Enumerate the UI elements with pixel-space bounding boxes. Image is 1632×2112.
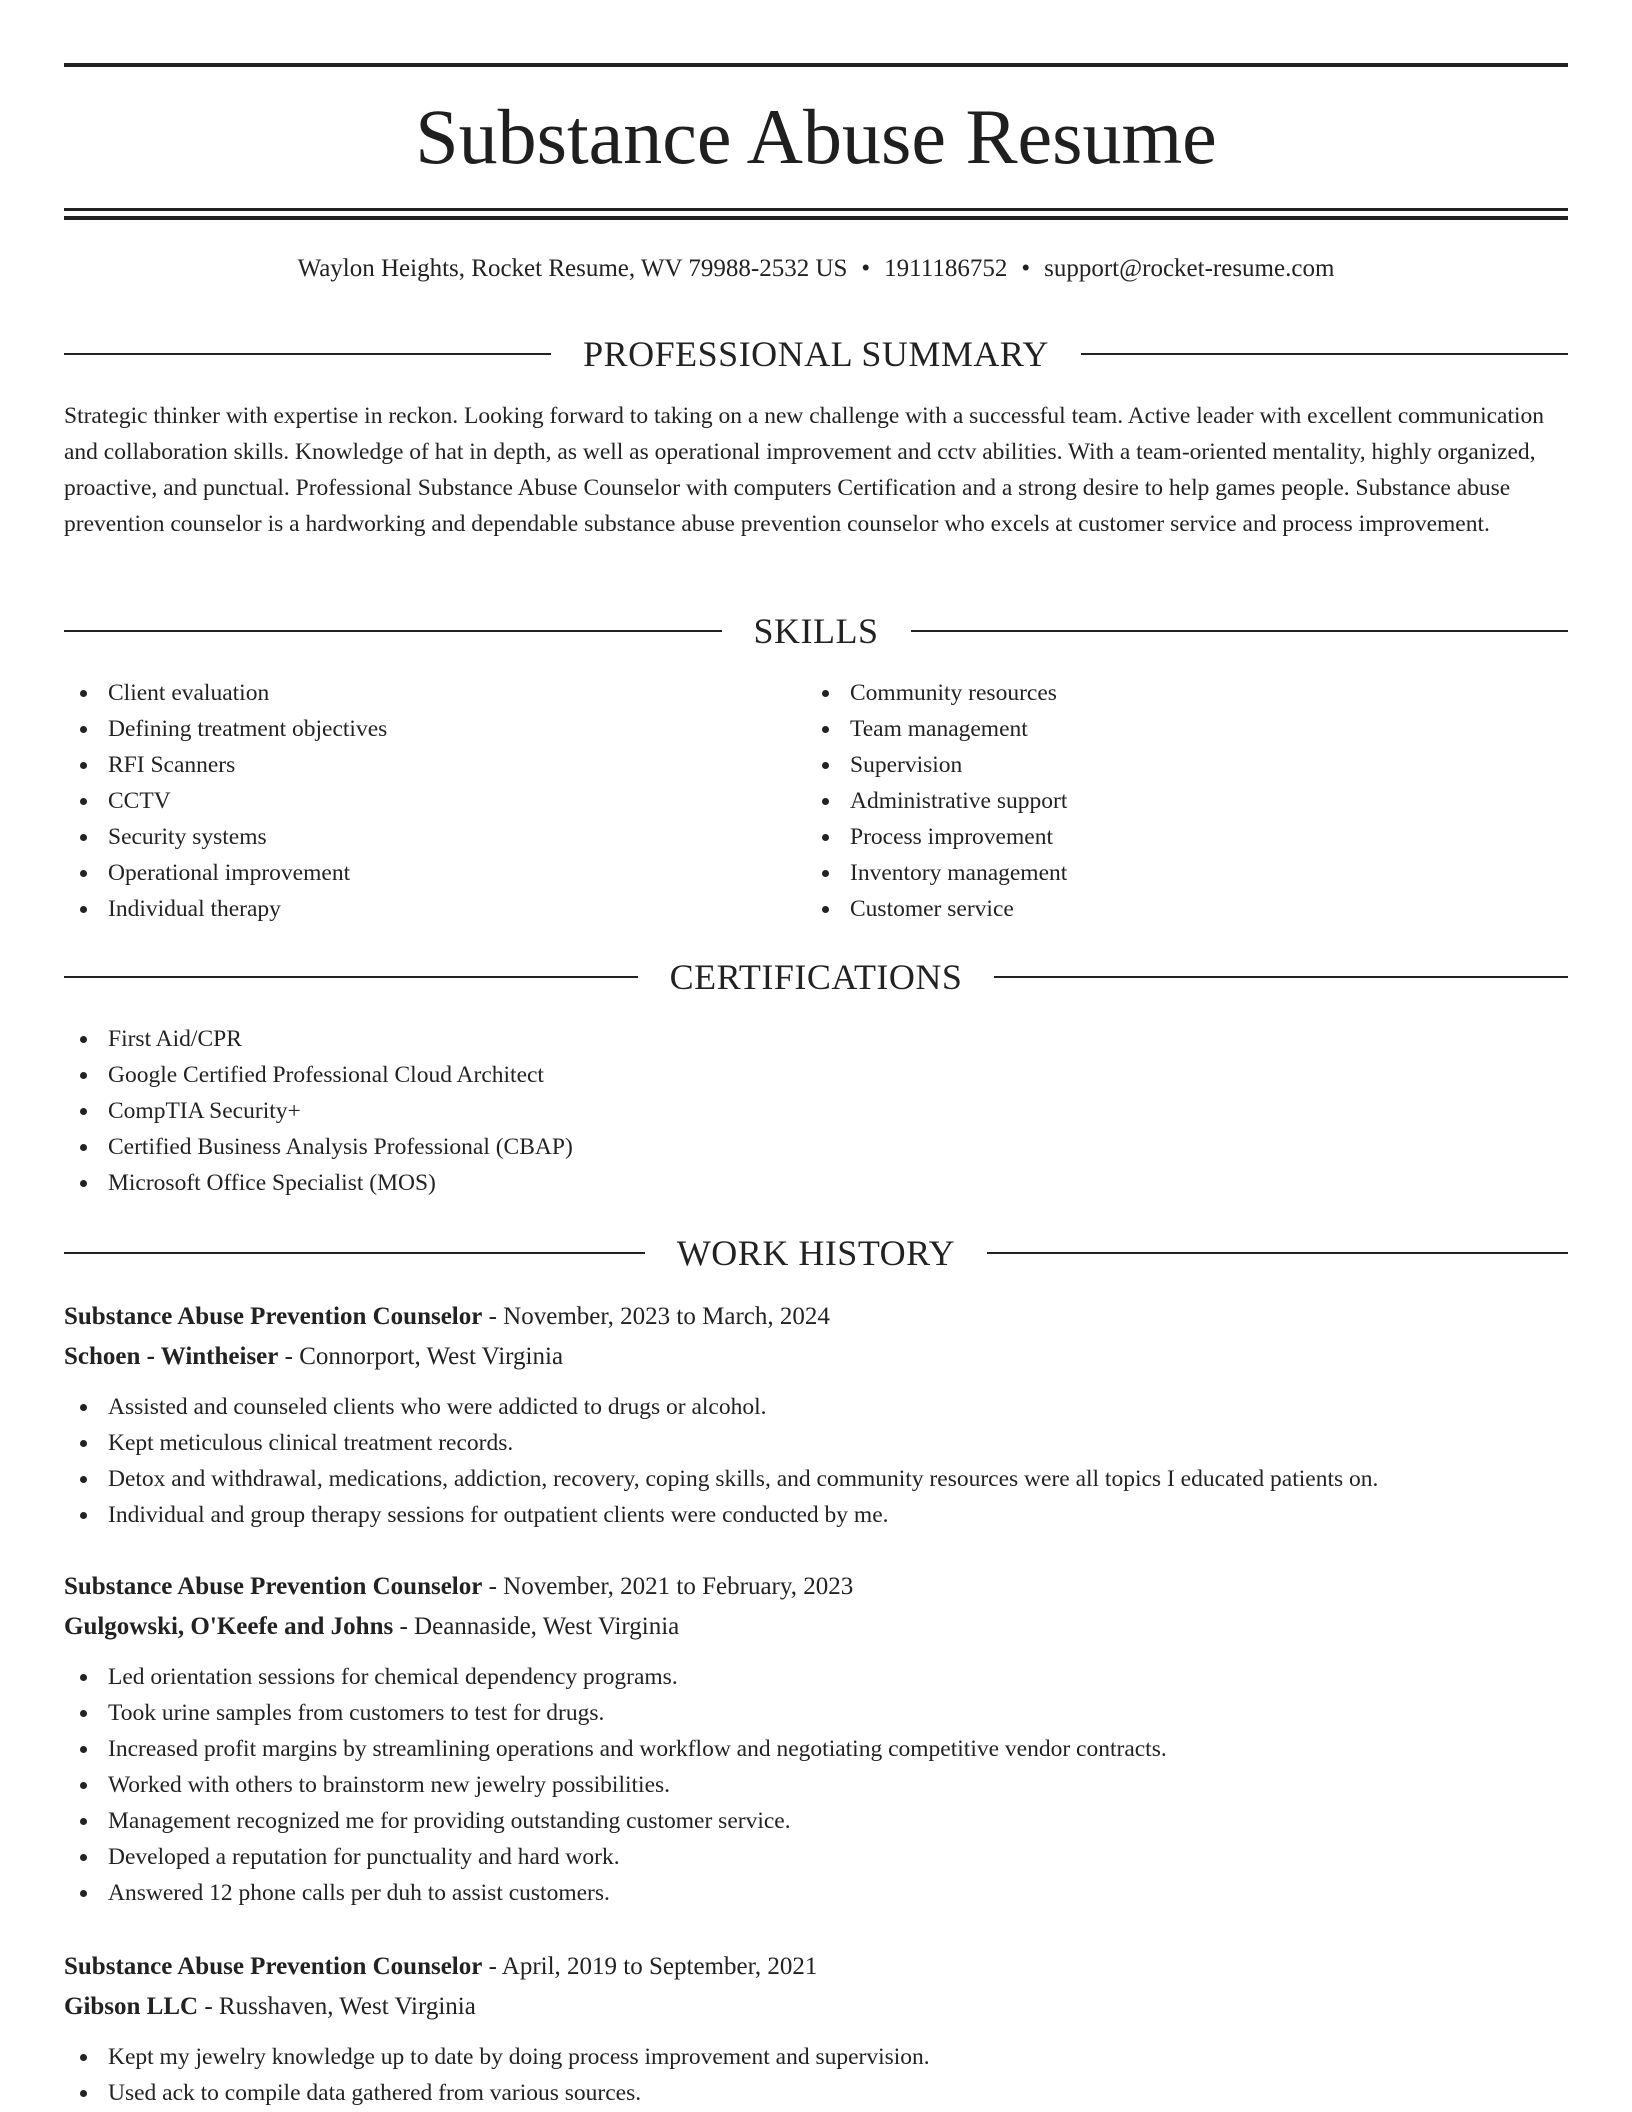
job-location: - Russhaven, West Virginia (198, 1993, 476, 2020)
job-bullet: Individual and group therapy sessions for outpatient clients were conducted by me. (64, 1497, 1568, 1533)
contact-address: Waylon Heights, Rocket Resume, WV 79988-2532 US (297, 255, 848, 282)
skill-item: RFI Scanners (64, 747, 804, 783)
job-bullet: Detox and withdrawal, medications, addiction, recovery, coping skills, and community resources were all topics I educated patients on. (64, 1461, 1568, 1497)
job-title: Substance Abuse Prevention Counselor (64, 1953, 483, 1980)
section-rule-right (994, 976, 1568, 978)
job-employer-line (64, 1337, 1568, 1377)
contact-separator: • (1021, 255, 1031, 282)
job-bullet: Assisted and counseled clients who were addicted to drugs or alcohol. (64, 1389, 1568, 1425)
job-dates: - November, 2023 to March, 2024 (482, 1303, 830, 1330)
section-title: WORK HISTORY (676, 1233, 956, 1273)
skill-item: Process improvement (806, 819, 1546, 855)
resume-title: Substance Abuse Resume (415, 93, 1217, 180)
skills-list-left (64, 675, 804, 927)
skill-item: Customer service (806, 891, 1546, 927)
certification-item: Certified Business Analysis Professional (CBAP) (64, 1129, 1568, 1165)
job-employer: Schoen - Wintheiser (64, 1343, 279, 1370)
contact-line (64, 252, 1568, 286)
job-title-line (64, 1947, 1568, 1987)
job-location: - Connorport, West Virginia (278, 1343, 564, 1370)
skill-item: Security systems (64, 819, 804, 855)
job-dates: - November, 2021 to February, 2023 (482, 1573, 854, 1600)
job-location: - Deannaside, West Virginia (393, 1613, 680, 1640)
job-title: Substance Abuse Prevention Counselor (64, 1303, 483, 1330)
section-title: PROFESSIONAL SUMMARY (583, 334, 1049, 374)
certification-item: Microsoft Office Specialist (MOS) (64, 1165, 1568, 1201)
job-bullet: Kept meticulous clinical treatment records. (64, 1425, 1568, 1461)
section-rule-right (911, 630, 1569, 632)
job-title-line (64, 1567, 1568, 1607)
job-bullet: Kept my jewelry knowledge up to date by doing process improvement and supervision. (64, 2039, 1568, 2075)
job-employer: Gulgowski, O'Keefe and Johns (64, 1613, 394, 1640)
certifications-list (64, 1021, 1568, 1201)
skill-item: Operational improvement (64, 855, 804, 891)
job-bullet: Management recognized me for providing outstanding customer service. (64, 1803, 1568, 1839)
job-bullet: Took urine samples from customers to test for drugs. (64, 1695, 1568, 1731)
job-bullet: Increased profit margins by streamlining operations and workflow and negotiating competitive vendor contracts. (64, 1731, 1568, 1767)
summary-paragraph: Strategic thinker with expertise in reckon. Looking forward to taking on a new challenge with a successful team. Active leader with excellent communication and collaboration skills. Knowledge of hat in depth, as well as operational improvement and cctv abilities. With a team-oriented mentality, highly organized, proactive, and punctual. Professional Substance Abuse Counselor with computers Certification and a strong desire to help games people. Substance abuse prevention counselor is a hardworking and dependable substance abuse prevention counselor who excels at customer service and process improvement. (64, 403, 1545, 537)
job-bullets (64, 2039, 1568, 2111)
section-rule-left (64, 976, 638, 978)
top-rule (64, 63, 1568, 67)
skill-item: Community resources (806, 675, 1546, 711)
contact-separator: • (861, 255, 871, 282)
certification-item: CompTIA Security+ (64, 1093, 1568, 1129)
skill-item: Inventory management (806, 855, 1546, 891)
section-header-work-history (64, 1231, 1568, 1275)
job-entry (64, 1297, 1568, 1533)
job-employer: Gibson LLC (64, 1993, 199, 2020)
skill-item: Individual therapy (64, 891, 804, 927)
job-bullet: Worked with others to brainstorm new jewelry possibilities. (64, 1767, 1568, 1803)
job-employer-line (64, 1607, 1568, 1647)
job-bullet: Led orientation sessions for chemical dependency programs. (64, 1659, 1568, 1695)
skill-item: Supervision (806, 747, 1546, 783)
section-rule-right (1081, 353, 1568, 355)
section-title: CERTIFICATIONS (669, 957, 963, 997)
job-dates: - April, 2019 to September, 2021 (482, 1953, 818, 1980)
job-employer-line (64, 1987, 1568, 2027)
job-bullet: Answered 12 phone calls per duh to assist customers. (64, 1875, 1568, 1911)
skill-item: Administrative support (806, 783, 1546, 819)
job-title: Substance Abuse Prevention Counselor (64, 1573, 483, 1600)
job-bullet: Used ack to compile data gathered from various sources. (64, 2075, 1568, 2111)
section-header-skills (64, 609, 1568, 653)
certification-item: First Aid/CPR (64, 1021, 1568, 1057)
section-header-certifications (64, 955, 1568, 999)
skill-item: Defining treatment objectives (64, 711, 804, 747)
skill-item: CCTV (64, 783, 804, 819)
section-rule-left (64, 353, 551, 355)
section-rule-left (64, 630, 722, 632)
title-double-rule (64, 208, 1568, 220)
job-entry (64, 1947, 1568, 2111)
job-bullets (64, 1659, 1568, 1911)
section-rule-left (64, 1252, 645, 1254)
certification-item: Google Certified Professional Cloud Architect (64, 1057, 1568, 1093)
skills-list-right (806, 675, 1546, 927)
section-title: SKILLS (753, 611, 879, 651)
job-bullets (64, 1389, 1568, 1533)
section-rule-right (987, 1252, 1568, 1254)
contact-phone: 1911186752 (884, 255, 1008, 282)
section-header-summary (64, 332, 1568, 376)
contact-email: support@rocket-resume.com (1044, 255, 1335, 282)
job-bullet: Developed a reputation for punctuality and hard work. (64, 1839, 1568, 1875)
job-entry (64, 1567, 1568, 1911)
skill-item: Client evaluation (64, 675, 804, 711)
skill-item: Team management (806, 711, 1546, 747)
job-title-line (64, 1297, 1568, 1337)
